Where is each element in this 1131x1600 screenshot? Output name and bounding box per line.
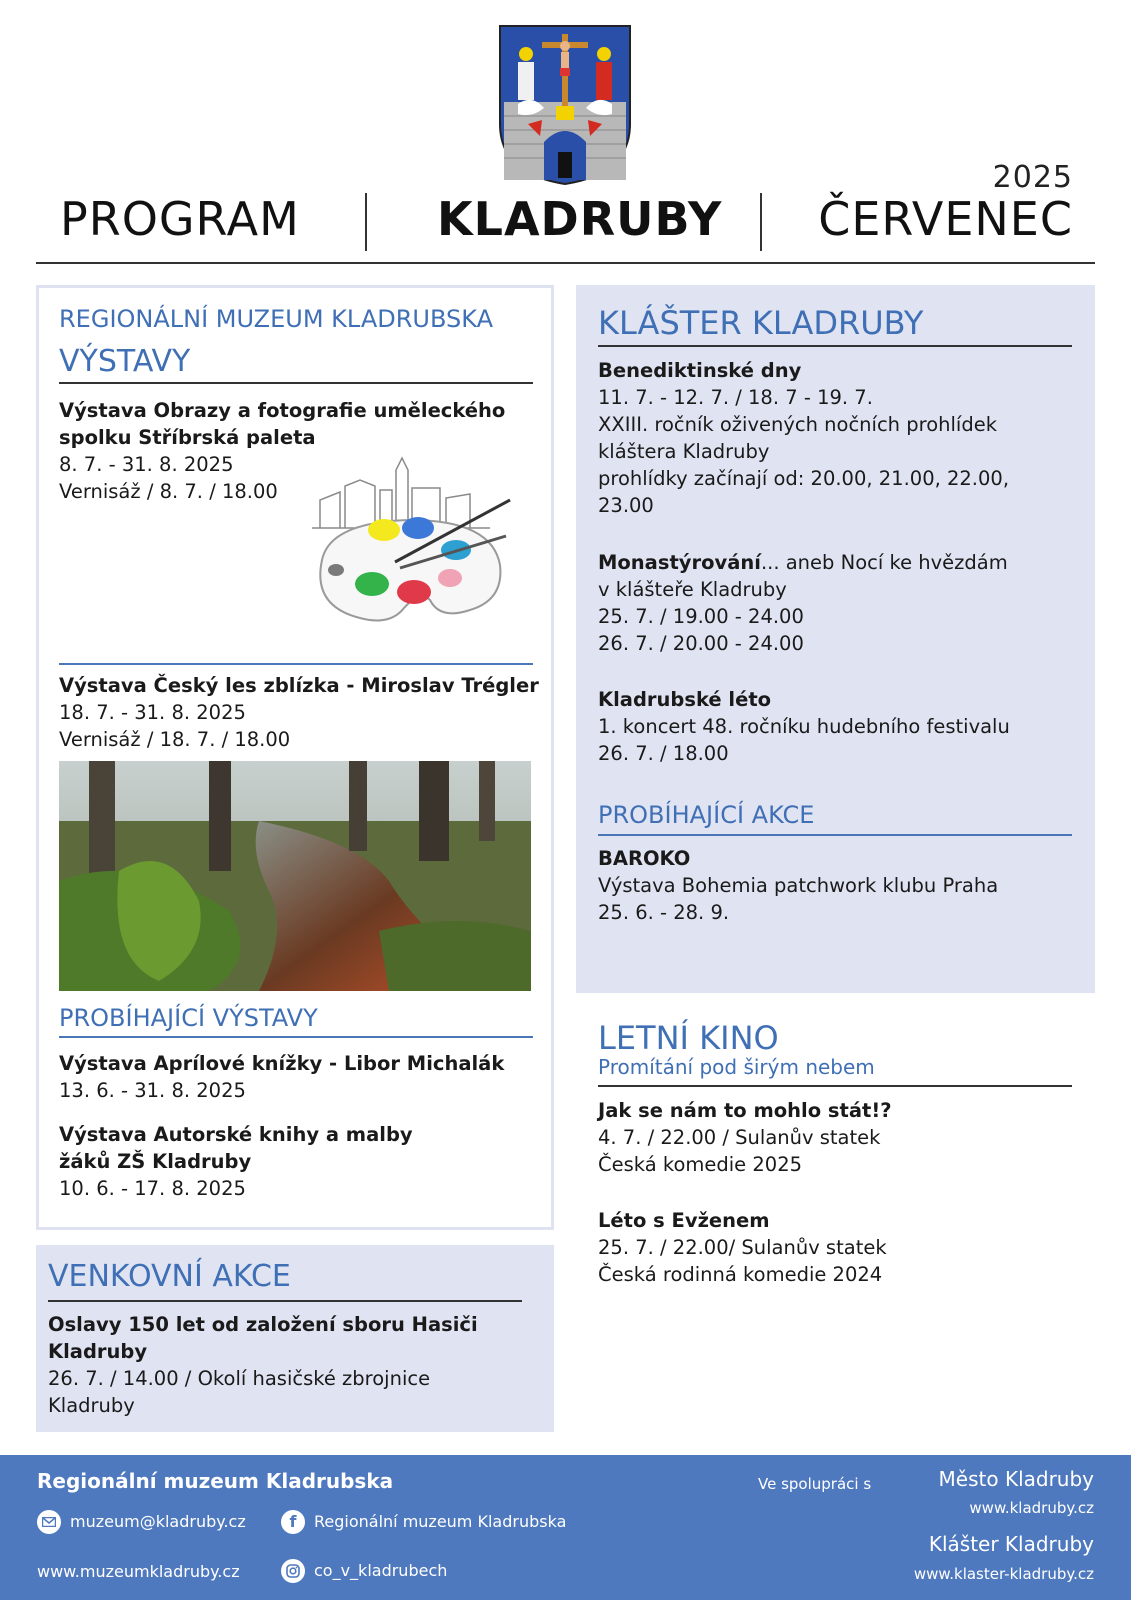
- exhibit-dates: 13. 6. - 31. 8. 2025: [59, 1079, 246, 1102]
- event-title-bold: Monastýrování: [598, 551, 761, 574]
- event-title: Oslavy 150 let od založení sboru Hasiči: [48, 1313, 478, 1336]
- event-details: 25. 6. - 28. 9.: [598, 901, 730, 924]
- section-rule: [598, 345, 1072, 347]
- partner-web-link[interactable]: www.kladruby.cz: [969, 1499, 1094, 1517]
- event-details: 26. 7. / 18.00: [598, 742, 729, 765]
- exhibit-title: žáků ZŠ Kladruby: [59, 1150, 252, 1173]
- footer-web-link[interactable]: www.muzeumkladruby.cz: [37, 1562, 240, 1581]
- event-title: Kladruby: [48, 1340, 148, 1363]
- forest-stream-photo: [59, 761, 531, 991]
- outdoor-heading: VENKOVNÍ AKCE: [48, 1259, 291, 1294]
- footer-org: Regionální muzeum Kladrubska: [37, 1469, 394, 1493]
- exhibit-title: Výstava Obrazy a fotografie uměleckého: [59, 399, 506, 422]
- film-details: Česká rodinná komedie 2024: [598, 1263, 883, 1286]
- event-details: XXIII. ročník oživených nočních prohlídek: [598, 413, 997, 436]
- section-rule: [48, 1300, 522, 1302]
- film-details: 25. 7. / 22.00/ Sulanův statek: [598, 1236, 887, 1259]
- ongoing-events-heading: PROBÍHAJÍCÍ AKCE: [598, 801, 815, 829]
- event-title: BAROKO: [598, 847, 691, 870]
- exhibit-title: spolku Stříbrská paleta: [59, 426, 316, 449]
- exhibit-dates: 10. 6. - 17. 8. 2025: [59, 1177, 246, 1200]
- exhibit-dates: 18. 7. - 31. 8. 2025: [59, 701, 246, 724]
- footer: [0, 1455, 1131, 1600]
- museum-org-title: REGIONÁLNÍ MUZEUM KLADRUBSKA: [59, 305, 493, 333]
- exhibitions-heading: VÝSTAVY: [59, 344, 191, 379]
- exhibit-dates: 8. 7. - 31. 8. 2025: [59, 453, 234, 476]
- section-rule: [59, 382, 533, 384]
- event-details: 23.00: [598, 494, 654, 517]
- palette-illustration: [300, 450, 528, 650]
- cinema-heading: LETNÍ KINO: [598, 1019, 779, 1057]
- event-title: Benediktinské dny: [598, 359, 802, 382]
- exhibit-title: Výstava Český les zblízka - Miroslav Trégler: [59, 674, 539, 697]
- year: 2025: [992, 160, 1073, 195]
- partner-web-link[interactable]: www.klaster-kladruby.cz: [913, 1565, 1094, 1583]
- event-details: prohlídky začínají od: 20.00, 21.00, 22.00,: [598, 467, 1010, 490]
- event-details: 1. koncert 48. ročníku hudebního festivalu: [598, 715, 1010, 738]
- film-details: 4. 7. / 22.00 / Sulanův statek: [598, 1126, 881, 1149]
- header-rule: [36, 262, 1095, 264]
- header-month: ČERVENEC: [818, 192, 1073, 246]
- instagram-icon: [281, 1559, 305, 1583]
- partner-name: Město Kladruby: [938, 1467, 1094, 1491]
- footer-instagram-link[interactable]: co_v_kladrubech: [314, 1561, 448, 1580]
- header-program: PROGRAM: [60, 192, 300, 246]
- facebook-icon: f: [281, 1510, 305, 1534]
- section-rule: [59, 1036, 533, 1038]
- event-details: v klášteře Kladruby: [598, 578, 787, 601]
- event-details: 26. 7. / 20.00 - 24.00: [598, 632, 804, 655]
- exhibit-opening: Vernisáž / 18. 7. / 18.00: [59, 728, 291, 751]
- film-title: Léto s Evženem: [598, 1209, 770, 1232]
- film-title: Jak se nám to mohlo stát!?: [598, 1099, 892, 1122]
- partner-name: Klášter Kladruby: [928, 1532, 1094, 1556]
- event-details: 26. 7. / 14.00 / Okolí hasičské zbrojnice: [48, 1367, 431, 1390]
- exhibit-opening: Vernisáž / 8. 7. / 18.00: [59, 480, 278, 503]
- section-rule: [598, 834, 1072, 836]
- event-details: Výstava Bohemia patchwork klubu Praha: [598, 874, 999, 897]
- footer-email-link[interactable]: muzeum@kladruby.cz: [70, 1512, 246, 1531]
- email-icon: [37, 1510, 61, 1534]
- header-town: KLADRUBY: [437, 192, 723, 246]
- event-details: Kladruby: [48, 1394, 135, 1417]
- event-details: 11. 7. - 12. 7. / 18. 7 - 19. 7.: [598, 386, 873, 409]
- header-divider: [760, 193, 762, 251]
- town-coat-of-arms: [498, 24, 632, 186]
- cinema-subtitle: Promítání pod širým nebem: [598, 1055, 875, 1079]
- monastery-heading: KLÁŠTER KLADRUBY: [598, 304, 924, 342]
- section-rule: [598, 1085, 1072, 1087]
- event-title: [598, 549, 1008, 576]
- event-title-rest: ... aneb Nocí ke hvězdám: [760, 551, 1008, 574]
- cooperation-label: Ve spolupráci s: [758, 1475, 872, 1493]
- exhibit-title: Výstava Autorské knihy a malby: [59, 1123, 413, 1146]
- event-details: 25. 7. / 19.00 - 24.00: [598, 605, 804, 628]
- footer-facebook-link[interactable]: Regionální muzeum Kladrubska: [314, 1512, 567, 1531]
- section-rule: [59, 663, 533, 665]
- film-details: Česká komedie 2025: [598, 1153, 803, 1176]
- exhibit-title: Výstava Aprílové knížky - Libor Michalák: [59, 1052, 505, 1075]
- header-divider: [365, 193, 367, 251]
- ongoing-exhibitions-heading: PROBÍHAJÍCÍ VÝSTAVY: [59, 1004, 318, 1032]
- event-details: kláštera Kladruby: [598, 440, 770, 463]
- event-title: Kladrubské léto: [598, 688, 772, 711]
